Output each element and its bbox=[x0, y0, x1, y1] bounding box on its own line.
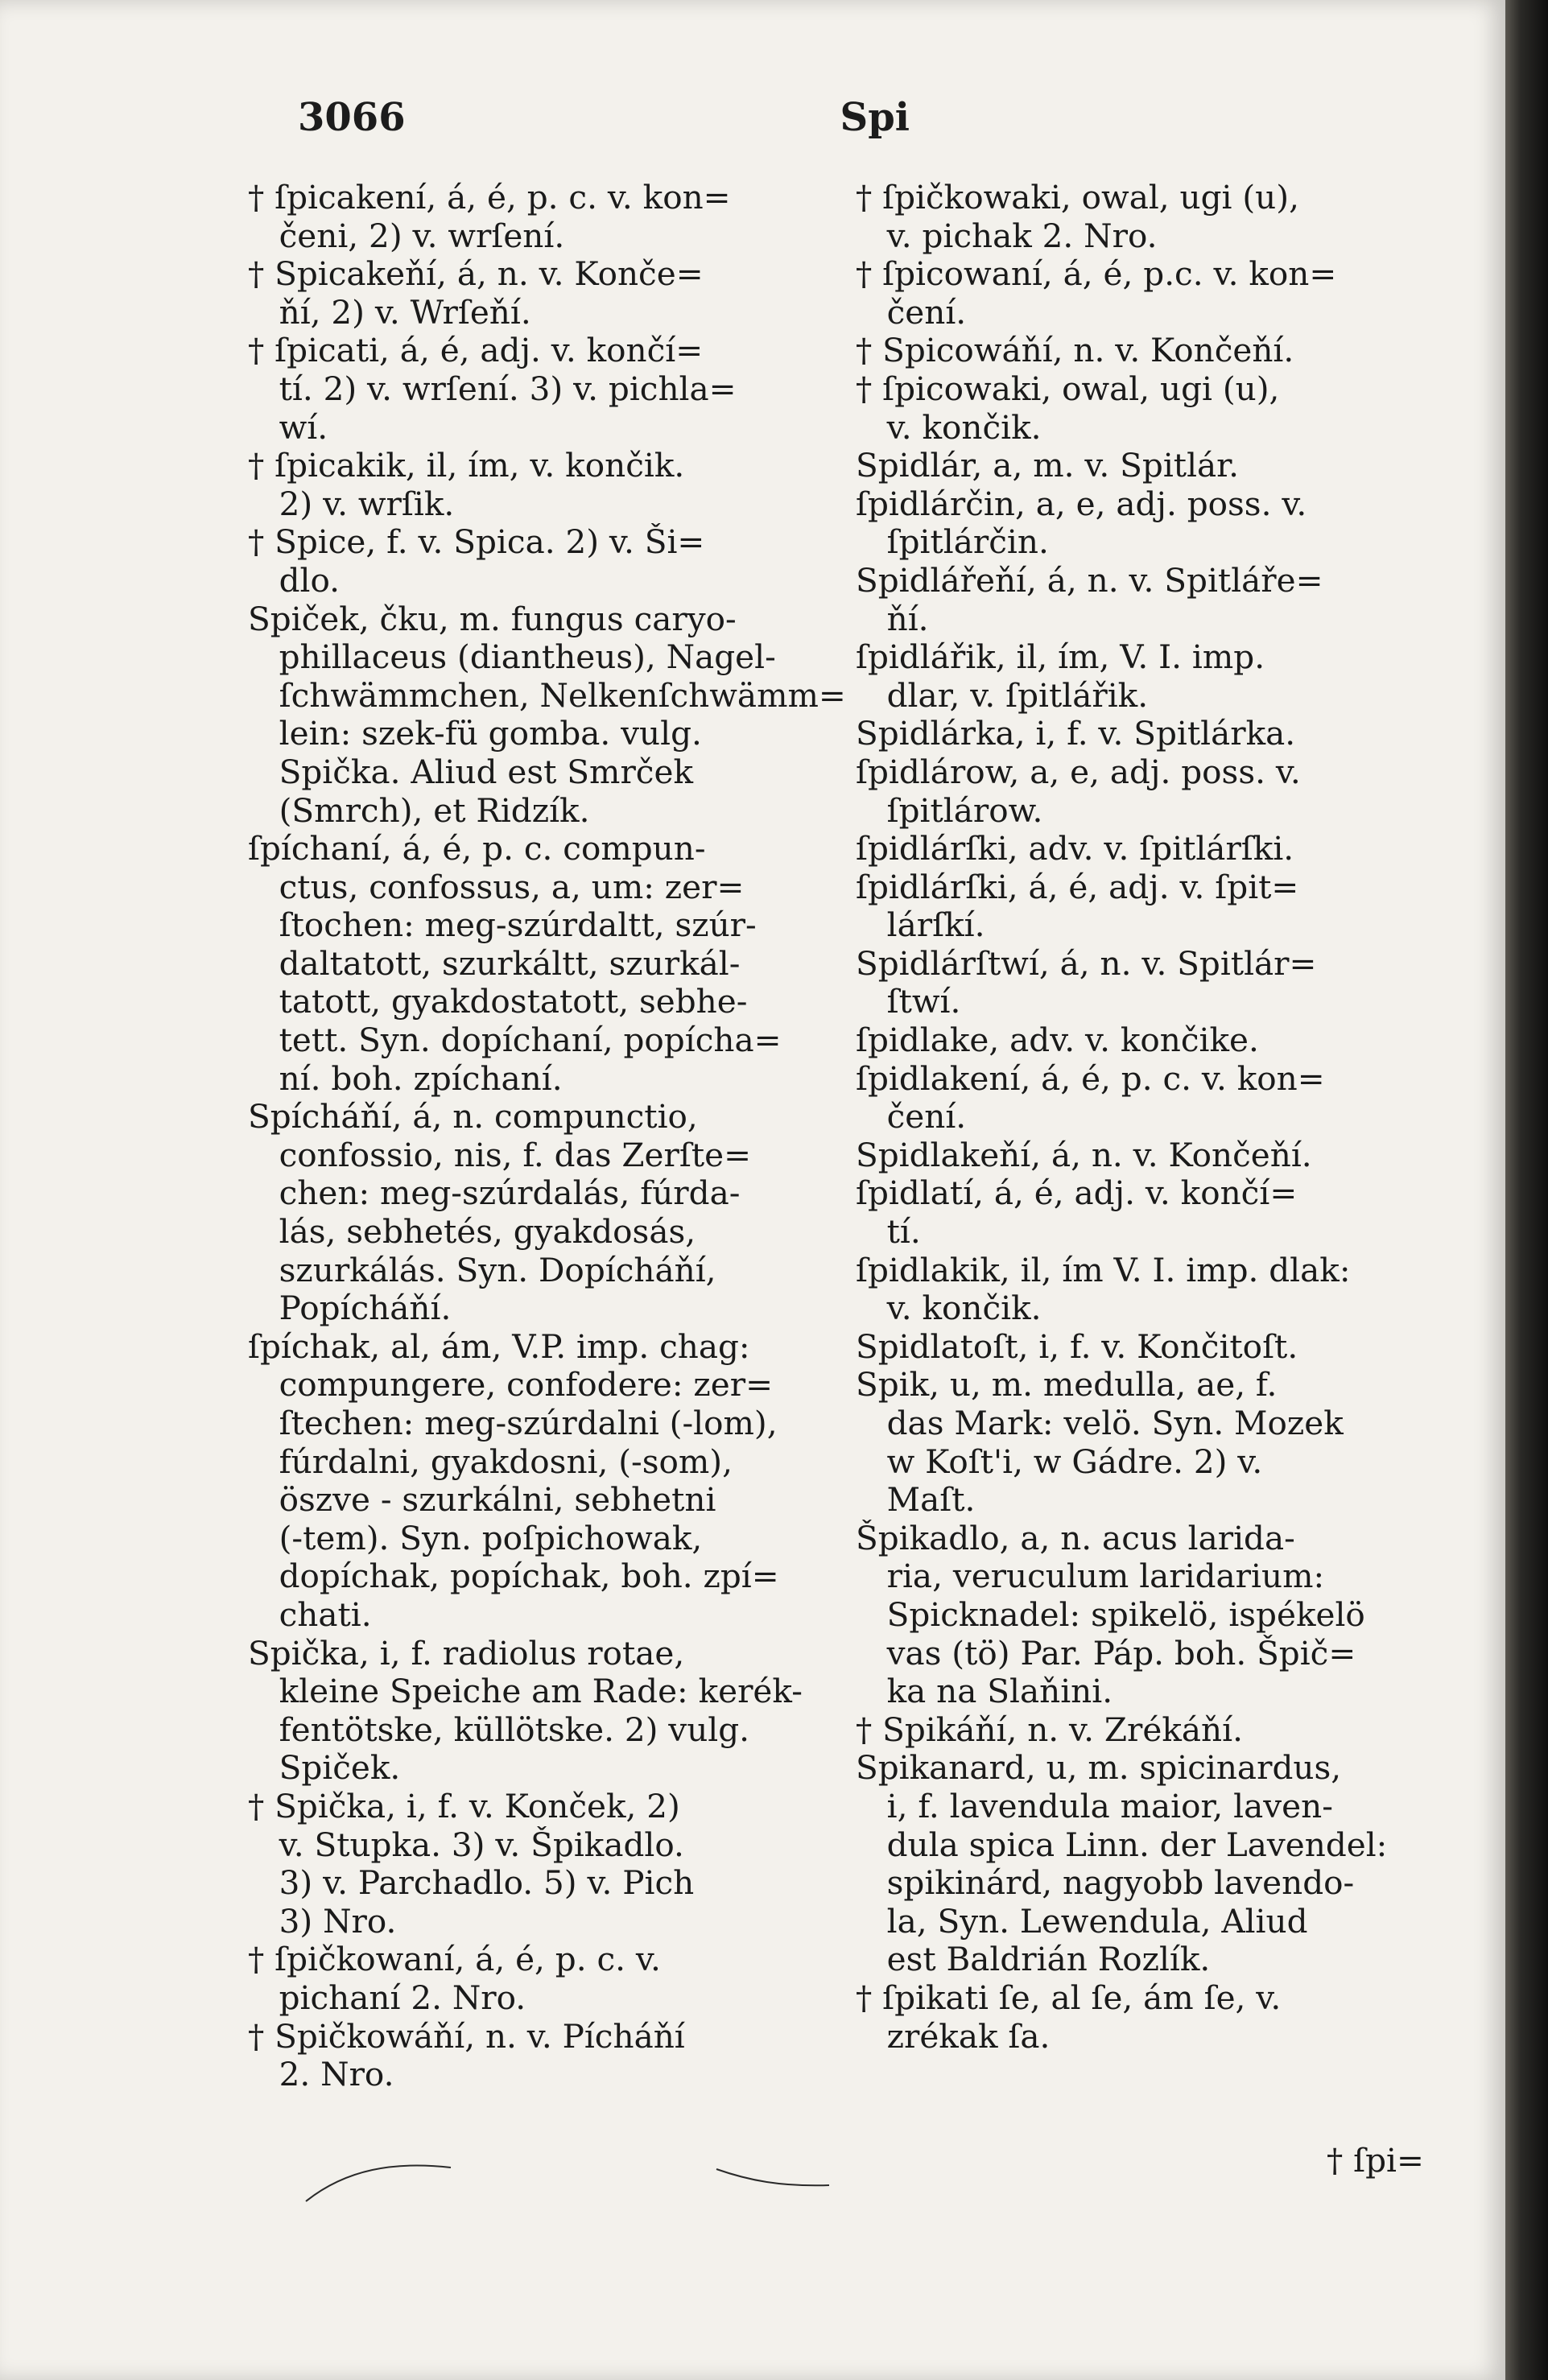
entry-line: ſpidlářik, il, ím, V. I. imp. bbox=[856, 638, 1265, 677]
entry-line: pichaní 2. Nro. bbox=[248, 1978, 526, 2017]
entry-line: ſpidlárſki, á, é, adj. v. ſpit= bbox=[856, 868, 1299, 906]
page-edge-shadow bbox=[1505, 0, 1548, 2380]
entry-line: phillaceus (diantheus), Nagel- bbox=[248, 638, 776, 677]
entry-line: fentötske, küllötske. 2) vulg. bbox=[248, 1710, 750, 1749]
entry-line: dlar, v. ſpitlářik. bbox=[856, 676, 1149, 715]
entry-line: † ſpicowaní, á, é, p.c. v. kon= bbox=[856, 255, 1337, 294]
entry-line: vas (tö) Par. Páp. boh. Špič= bbox=[856, 1634, 1356, 1673]
entry-line: ſpidlakik, il, ím V. I. imp. dlak: bbox=[856, 1251, 1351, 1289]
entry-line: ſpidlake, adv. v. končike. bbox=[856, 1021, 1259, 1060]
entry-line: Spikanard, u, m. spicinardus, bbox=[856, 1749, 1342, 1788]
entry-line: wí. bbox=[248, 408, 328, 447]
entry-line: 3) v. Parchadlo. 5) v. Pich bbox=[248, 1864, 695, 1903]
entry-line: chati. bbox=[248, 1595, 372, 1634]
entry-line: lein: szek-fü gomba. vulg. bbox=[248, 715, 702, 753]
entry-line: 3) Nro. bbox=[248, 1902, 397, 1941]
entry-line: fúrdalni, gyakdosni, (-som), bbox=[248, 1442, 733, 1481]
entry-line: ňí. bbox=[856, 600, 929, 638]
entry-line: chen: meg-szúrdalás, fúrda- bbox=[248, 1174, 741, 1213]
entry-line: ſpidlakení, á, é, p. c. v. kon= bbox=[856, 1059, 1325, 1098]
entry-line: ka na Slaňini. bbox=[856, 1673, 1113, 1711]
entry-line: ſpitlárčin. bbox=[856, 523, 1049, 562]
entry-line: čení. bbox=[856, 1098, 967, 1136]
entry-line: čení. bbox=[856, 293, 967, 332]
entry-line: ňí, 2) v. Wrſeňí. bbox=[248, 293, 531, 332]
entry-line: w Koſt'i, w Gádre. 2) v. bbox=[856, 1442, 1263, 1481]
entry-line: † ſpikati ſe, al ſe, ám ſe, v. bbox=[856, 1978, 1282, 2017]
entry-line: tatott, gyakdostatott, sebhe- bbox=[248, 983, 748, 1021]
entry-line: tett. Syn. dopíchaní, popícha= bbox=[248, 1021, 782, 1060]
entry-line: ctus, confossus, a, um: zer= bbox=[248, 868, 745, 906]
entry-line: Spicknadel: spikelö, ispékelö bbox=[856, 1595, 1365, 1634]
entry-line: ſtechen: meg-szúrdalni (-lom), bbox=[248, 1404, 778, 1442]
entry-line: Spiček. bbox=[248, 1749, 401, 1788]
page-number: 3066 bbox=[298, 95, 406, 140]
catchword: † ſpi= bbox=[1327, 2141, 1424, 2180]
entry-line: Spidlárſtwí, á, n. v. Spitlár= bbox=[856, 944, 1317, 983]
entry-line: ſpíchaní, á, é, p. c. compun- bbox=[248, 830, 706, 868]
entry-line: † ſpičkowaki, owal, ugi (u), bbox=[856, 179, 1299, 217]
entry-line: Maſt. bbox=[856, 1481, 976, 1520]
entry-line: Spidlár, a, m. v. Spitlár. bbox=[856, 447, 1239, 485]
entry-line: Spiček, čku, m. fungus caryo- bbox=[248, 600, 737, 638]
entry-line: daltatott, szurkáltt, szurkál- bbox=[248, 944, 741, 983]
entry-line: lás, sebhetés, gyakdosás, bbox=[248, 1213, 696, 1252]
entry-line: Špikadlo, a, n. acus larida- bbox=[856, 1519, 1295, 1557]
entry-line: v. končik. bbox=[856, 1289, 1042, 1328]
entry-line: † Spičkowáňí, n. v. Pícháňí bbox=[248, 2017, 685, 2056]
entry-line: 2. Nro. bbox=[248, 2056, 394, 2094]
entry-line: čeni, 2) v. wrſení. bbox=[248, 217, 565, 255]
entry-line: ſtwí. bbox=[856, 983, 961, 1021]
entry-line: lárſkí. bbox=[856, 906, 985, 945]
entry-line: † Spikáňí, n. v. Zrékáňí. bbox=[856, 1710, 1243, 1749]
entry-line: ſchwämmchen, Nelkenſchwämm= bbox=[248, 676, 846, 715]
entry-line: confossio, nis, f. das Zerſte= bbox=[248, 1136, 752, 1174]
entry-line: Spícháňí, á, n. compunctio, bbox=[248, 1098, 698, 1136]
entry-line: † ſpičkowaní, á, é, p. c. v. bbox=[248, 1941, 661, 1979]
entry-line: compungere, confodere: zer= bbox=[248, 1366, 774, 1404]
entry-line: ſpidlárſki, adv. v. ſpitlárſki. bbox=[856, 830, 1294, 868]
entry-line: dlo. bbox=[248, 561, 341, 600]
entry-line: ní. boh. zpíchaní. bbox=[248, 1059, 563, 1098]
page-header bbox=[298, 95, 910, 143]
entry-line: zrékak ſa. bbox=[856, 2017, 1051, 2056]
entry-line: Spidlářeňí, á, n. v. Spitláře= bbox=[856, 561, 1323, 600]
entry-line: das Mark: velö. Syn. Mozek bbox=[856, 1404, 1344, 1442]
entry-line: Spidlárka, i, f. v. Spitlárka. bbox=[856, 715, 1296, 753]
entry-line: v. končik. bbox=[856, 408, 1042, 447]
entry-line: i, f. lavendula maior, laven- bbox=[856, 1787, 1333, 1825]
entry-line: szurkálás. Syn. Dopícháňí, bbox=[248, 1251, 716, 1289]
entry-line: dopíchak, popíchak, boh. zpí= bbox=[248, 1557, 779, 1596]
entry-line: ſpitlárow. bbox=[856, 791, 1043, 830]
entry-line: † ſpicakik, il, ím, v. končik. bbox=[248, 447, 685, 485]
entry-line: (-tem). Syn. poſpichowak, bbox=[248, 1519, 703, 1557]
entry-line: † ſpicakení, á, é, p. c. v. kon= bbox=[248, 179, 731, 217]
entry-line: † Spička, i, f. v. Konček, 2) bbox=[248, 1787, 680, 1825]
entry-line: Spidlakeňí, á, n. v. Končeňí. bbox=[856, 1136, 1312, 1174]
entry-line: Spička, i, f. radiolus rotae, bbox=[248, 1634, 685, 1673]
entry-line: öszve - szurkálni, sebhetni bbox=[248, 1481, 716, 1520]
entry-line: la, Syn. Lewendula, Aliud bbox=[856, 1902, 1308, 1941]
entry-line: tí. 2) v. wrſení. 3) v. pichla= bbox=[248, 369, 737, 408]
right-column bbox=[856, 179, 1468, 2056]
entry-line: † Spice, f. v. Spica. 2) v. Ši= bbox=[248, 523, 705, 562]
entry-line: Popícháňí. bbox=[248, 1289, 452, 1328]
entry-line: ſpidlárow, a, e, adj. poss. v. bbox=[856, 753, 1301, 791]
entry-line: † ſpicati, á, é, adj. v. končí= bbox=[248, 332, 704, 370]
left-column bbox=[248, 179, 860, 2094]
entry-line: † ſpicowaki, owal, ugi (u), bbox=[856, 369, 1280, 408]
entry-line: (Smrch), et Ridzík. bbox=[248, 791, 590, 830]
entry-line: Spička. Aliud est Smrček bbox=[248, 753, 693, 791]
entry-line: v. pichak 2. Nro. bbox=[856, 217, 1158, 255]
entry-line: kleine Speiche am Rade: kerék- bbox=[248, 1673, 803, 1711]
entry-line: v. Stupka. 3) v. Špikadlo. bbox=[248, 1825, 684, 1864]
entry-line: ſpidlárčin, a, e, adj. poss. v. bbox=[856, 485, 1307, 523]
running-head: Spi bbox=[840, 95, 910, 140]
entry-line: ſpíchak, al, ám, V.P. imp. chag: bbox=[248, 1327, 750, 1366]
entry-line: tí. bbox=[856, 1213, 921, 1252]
entry-line: Spik, u, m. medulla, ae, f. bbox=[856, 1366, 1278, 1404]
entry-line: dula spica Linn. der Lavendel: bbox=[856, 1825, 1388, 1864]
entry-line: † Spicakeňí, á, n. v. Konče= bbox=[248, 255, 704, 294]
entry-line: est Baldrián Rozlík. bbox=[856, 1941, 1211, 1979]
entry-line: Spidlatoſt, i, f. v. Končitoſt. bbox=[856, 1327, 1298, 1366]
entry-line: ria, veruculum laridarium: bbox=[856, 1557, 1325, 1596]
pen-stroke-mark bbox=[298, 2145, 861, 2209]
entry-line: ſtochen: meg-szúrdaltt, szúr- bbox=[248, 906, 757, 945]
entry-line: 2) v. wrſik. bbox=[248, 485, 455, 523]
entry-line: † Spicowáňí, n. v. Končeňí. bbox=[856, 332, 1294, 370]
entry-line: ſpidlatí, á, é, adj. v. končí= bbox=[856, 1174, 1298, 1213]
entry-line: spikinárd, nagyobb lavendo- bbox=[856, 1864, 1355, 1903]
